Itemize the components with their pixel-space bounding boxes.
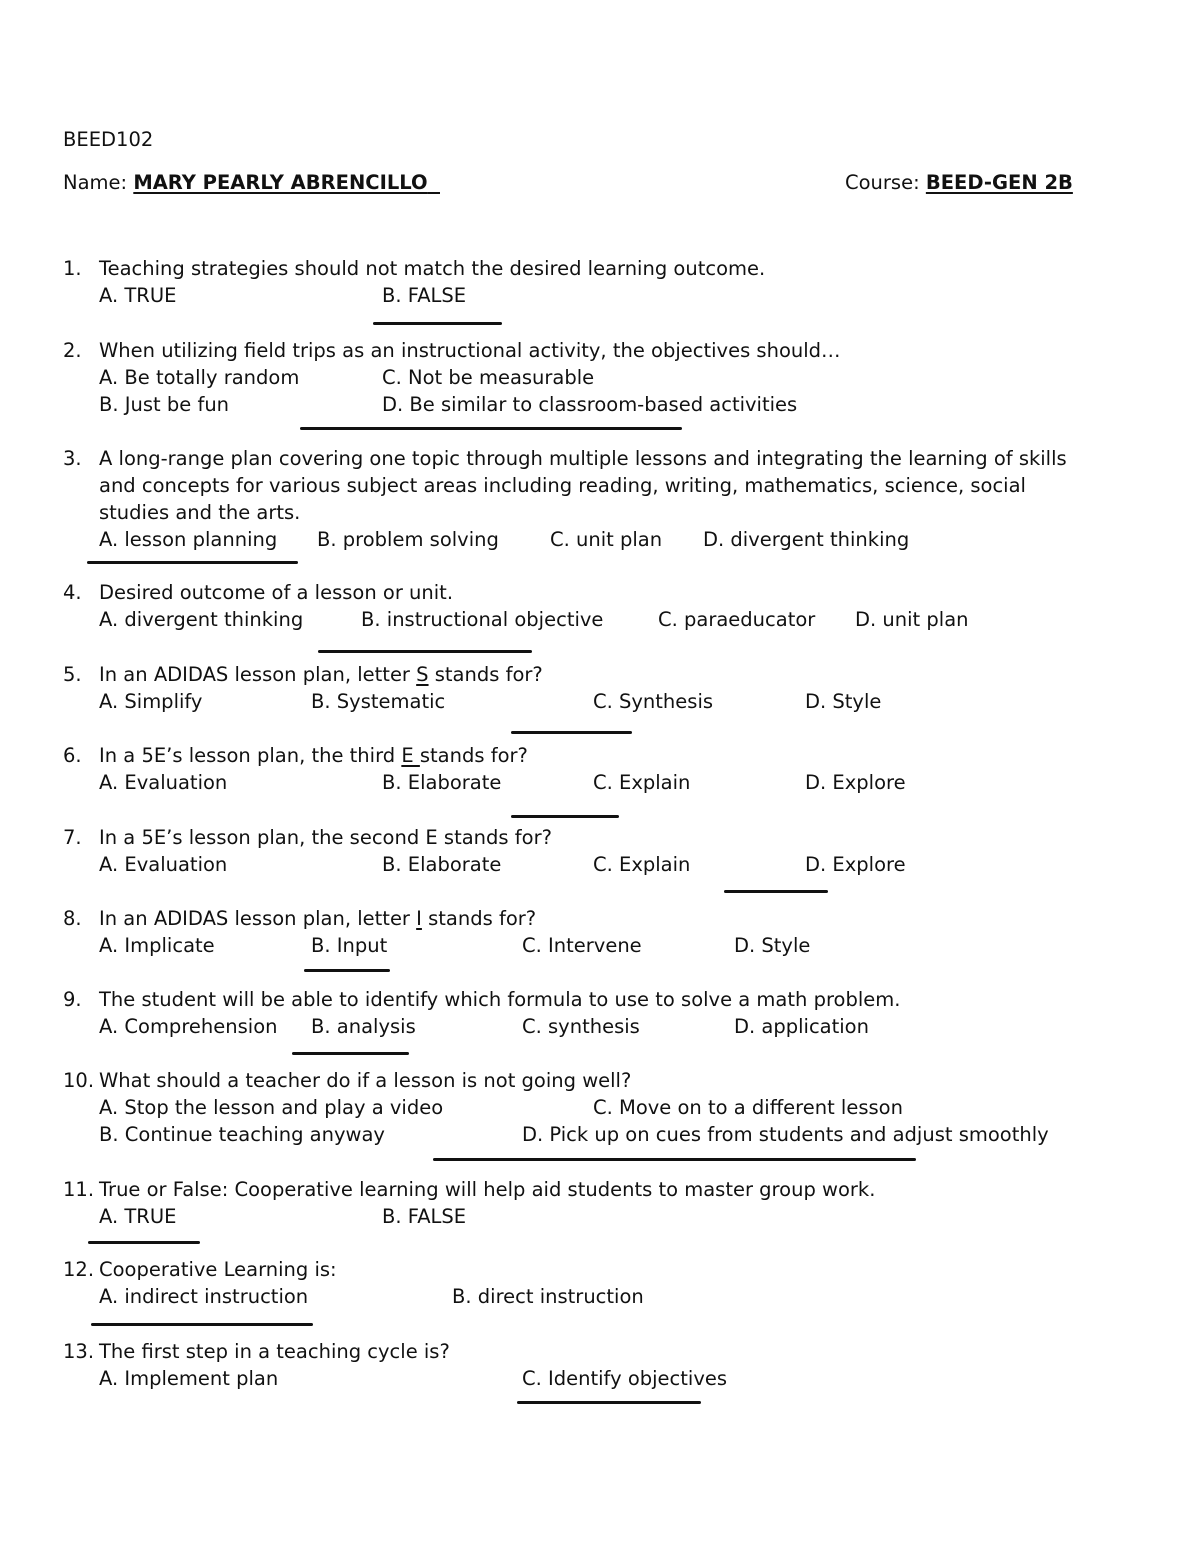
q1-number: 1. xyxy=(63,257,82,280)
q10-text: What should a teacher do if a lesson is not going well? xyxy=(99,1069,632,1092)
q6-number: 6. xyxy=(63,744,82,767)
q9-option-a: A. Comprehension xyxy=(99,1015,278,1038)
q8-text-pre: In an ADIDAS lesson plan, letter xyxy=(99,907,417,930)
q6-option-b: B. Elaborate xyxy=(382,771,502,794)
q2-number: 2. xyxy=(63,339,82,362)
q2-option-c: C. Not be measurable xyxy=(382,366,595,389)
q5-key-letter: S xyxy=(416,663,429,686)
q12-number: 12. xyxy=(63,1258,95,1281)
q4-option-d: D. unit plan xyxy=(855,608,969,631)
q7-number: 7. xyxy=(63,826,82,849)
q12-text: Cooperative Learning is: xyxy=(99,1258,337,1281)
q10-option-b: B. Continue teaching anyway xyxy=(99,1123,385,1146)
q3-text-line3: studies and the arts. xyxy=(99,501,301,524)
q13-answer-mark xyxy=(517,1401,701,1404)
q6-text xyxy=(99,746,528,766)
q3-text-line2: and concepts for various subject areas including reading, writing, mathematics, science, social xyxy=(99,474,1026,497)
q3-answer-mark xyxy=(87,561,298,564)
q5-text-post: stands for? xyxy=(428,663,543,686)
course-label: Course: xyxy=(845,171,920,194)
q5-number: 5. xyxy=(63,663,82,686)
q2-option-a: A. Be totally random xyxy=(99,366,300,389)
q6-text-post: stands for? xyxy=(419,744,528,767)
q11-option-b: B. FALSE xyxy=(382,1205,467,1228)
q4-option-c: C. paraeducator xyxy=(658,608,816,631)
q10-option-c: C. Move on to a different lesson xyxy=(593,1096,903,1119)
q5-answer-mark xyxy=(511,731,632,734)
q5-option-d: D. Style xyxy=(805,690,882,713)
q7-option-a: A. Evaluation xyxy=(99,853,228,876)
student-name: MARY PEARLY ABRENCILLO xyxy=(133,171,428,194)
q2-option-d: D. Be similar to classroom-based activities xyxy=(382,393,798,416)
q5-text-pre: In an ADIDAS lesson plan, letter xyxy=(99,663,417,686)
q8-option-d: D. Style xyxy=(734,934,811,957)
q7-answer-mark xyxy=(724,890,828,893)
q9-option-d: D. application xyxy=(734,1015,869,1038)
q10-answer-mark xyxy=(433,1158,916,1161)
course-field xyxy=(845,173,1073,193)
q6-key-letter: E xyxy=(401,744,420,767)
q9-number: 9. xyxy=(63,988,82,1011)
q10-option-d: D. Pick up on cues from students and adjust smoothly xyxy=(522,1123,1049,1146)
q8-option-a: A. Implicate xyxy=(99,934,215,957)
q9-option-c: C. synthesis xyxy=(522,1015,640,1038)
q10-number: 10. xyxy=(63,1069,95,1092)
q11-text: True or False: Cooperative learning will help aid students to master group work. xyxy=(99,1178,876,1201)
q3-option-d: D. divergent thinking xyxy=(703,528,910,551)
q6-text-pre: In a 5E’s lesson plan, the third xyxy=(99,744,402,767)
q6-option-c: C. Explain xyxy=(593,771,691,794)
q8-text xyxy=(99,909,536,929)
q7-text: In a 5E’s lesson plan, the second E stands for? xyxy=(99,826,552,849)
q9-option-b: B. analysis xyxy=(311,1015,416,1038)
q7-option-b: B. Elaborate xyxy=(382,853,502,876)
q8-number: 8. xyxy=(63,907,82,930)
course-code: BEED102 xyxy=(63,128,154,151)
q8-key-letter: I xyxy=(416,907,422,930)
q12-answer-mark xyxy=(91,1323,313,1326)
q8-text-post: stands for? xyxy=(421,907,537,930)
q4-answer-mark xyxy=(318,650,532,653)
q9-text: The student will be able to identify which formula to use to solve a math problem. xyxy=(99,988,901,1011)
q11-number: 11. xyxy=(63,1178,95,1201)
q10-option-a: A. Stop the lesson and play a video xyxy=(99,1096,444,1119)
q8-answer-mark xyxy=(304,969,390,972)
q6-answer-mark xyxy=(511,815,619,818)
q6-option-a: A. Evaluation xyxy=(99,771,228,794)
q5-option-b: B. Systematic xyxy=(311,690,446,713)
q11-answer-mark xyxy=(88,1241,200,1244)
q13-option-a: A. Implement plan xyxy=(99,1367,279,1390)
q7-option-d: D. Explore xyxy=(805,853,906,876)
q2-answer-mark xyxy=(300,427,682,430)
q1-option-a: A. TRUE xyxy=(99,284,177,307)
q4-option-a: A. divergent thinking xyxy=(99,608,304,631)
q1-option-b: B. FALSE xyxy=(382,284,467,307)
name-label: Name: xyxy=(63,171,128,194)
q3-option-b: B. problem solving xyxy=(317,528,499,551)
q2-text: When utilizing field trips as an instructional activity, the objectives should… xyxy=(99,339,841,362)
q3-option-a: A. lesson planning xyxy=(99,528,278,551)
q13-number: 13. xyxy=(63,1340,95,1363)
q5-option-a: A. Simplify xyxy=(99,690,203,713)
q3-text-line1: A long-range plan covering one topic through multiple lessons and integrating the learning of skills xyxy=(99,447,1067,470)
q5-option-c: C. Synthesis xyxy=(593,690,714,713)
q3-number: 3. xyxy=(63,447,82,470)
q8-option-b: B. Input xyxy=(311,934,388,957)
q4-text: Desired outcome of a lesson or unit. xyxy=(99,581,454,604)
q6-option-d: D. Explore xyxy=(805,771,906,794)
q13-option-c: C. Identify objectives xyxy=(522,1367,728,1390)
q3-option-c: C. unit plan xyxy=(550,528,663,551)
q1-answer-mark xyxy=(373,322,502,325)
q13-text: The first step in a teaching cycle is? xyxy=(99,1340,450,1363)
q4-number: 4. xyxy=(63,581,82,604)
q7-option-c: C. Explain xyxy=(593,853,691,876)
q1-text: Teaching strategies should not match the desired learning outcome. xyxy=(99,257,766,280)
course-value: BEED-GEN 2B xyxy=(925,171,1073,194)
q9-answer-mark xyxy=(292,1052,409,1055)
q12-option-a: A. indirect instruction xyxy=(99,1285,309,1308)
name-underline-pad xyxy=(428,171,440,194)
q2-option-b: B. Just be fun xyxy=(99,393,230,416)
q5-text xyxy=(99,665,543,685)
q11-option-a: A. TRUE xyxy=(99,1205,177,1228)
q4-option-b: B. instructional objective xyxy=(361,608,604,631)
name-field xyxy=(63,173,440,193)
q8-option-c: C. Intervene xyxy=(522,934,642,957)
q12-option-b: B. direct instruction xyxy=(452,1285,644,1308)
